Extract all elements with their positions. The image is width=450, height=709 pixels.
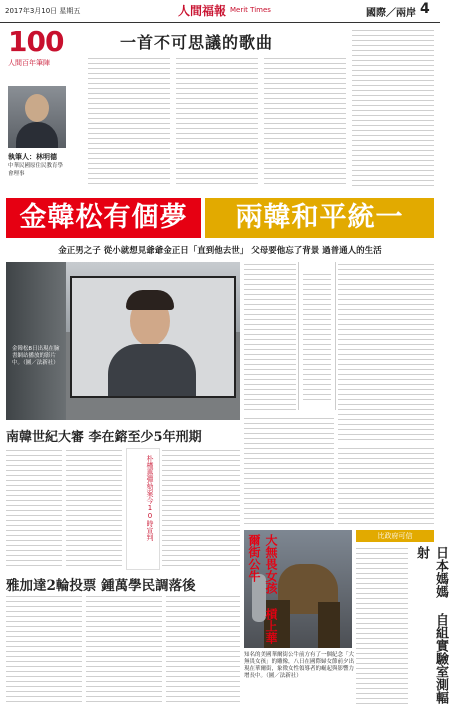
screen (70, 276, 236, 398)
column-body-3 (264, 56, 346, 188)
story3-body-1 (6, 594, 82, 704)
story4-headline: 日本媽媽 自組實驗室測輻射 (414, 546, 448, 704)
column-badge (8, 26, 86, 78)
author-name: 執筆人：林明德 (8, 153, 57, 161)
story1-body-3 (244, 416, 334, 526)
masthead (0, 0, 440, 23)
photo-caption: 金韓松8日出現在臉書網站播放的影片中。（圖／法新社） (12, 346, 60, 366)
story3-body-2 (86, 594, 162, 704)
column-body-4 (352, 28, 434, 188)
story3-body-3 (166, 594, 240, 704)
story1-body-2 (338, 262, 434, 442)
story5-headline: 大無畏女孩 槓上華爾街公牛 (247, 534, 278, 644)
author-role: 中華民國原住民教育學會理事 (8, 163, 64, 177)
story1-body-4 (338, 446, 434, 526)
story3-headline: 雅加達2輪投票 鍾萬學民調落後 (6, 578, 196, 594)
badge-number: 100 (8, 25, 64, 58)
story4-tag: 比政府可信 (356, 530, 434, 542)
story4-body (356, 546, 408, 704)
logo-cn: 人間福報 (178, 4, 227, 18)
story2-body-1 (6, 448, 62, 568)
story1-body-1 (244, 262, 296, 410)
story2-body-2 (66, 448, 122, 568)
page-number: 4 (420, 1, 430, 17)
story1-sidebar (298, 262, 336, 410)
author-photo (8, 86, 66, 148)
story2-body-3 (162, 448, 240, 568)
story2-headline: 南韓世紀大審 李在鎔至少5年刑期 (6, 430, 202, 445)
section-label: 國際／兩岸 (366, 8, 416, 19)
banner-right (205, 198, 434, 238)
banner-left (6, 198, 201, 238)
column-body-1 (88, 56, 170, 188)
story4-side-caption: 知名的美國華爾街公牛前方有了一個紀念「大無畏女孩」的雕像，八日在國際婦女節前夕出現在華爾街，象徵女性領導者的崛起與影響力增長中。（圖／法新社） (244, 652, 355, 679)
column-body-2 (176, 56, 258, 188)
banner-right-text: 兩韓和平統一 (235, 202, 404, 233)
story2-sidebar-title: 朴槿惠彈劾案今10時宣判 (146, 455, 154, 541)
story2-sidebar (126, 448, 160, 570)
story2-title (6, 426, 240, 445)
banner-subhead: 金正男之子 從小就想見爺爺金正日「直到他去世」 父母要他忘了背景 過普通人的生活 (58, 246, 382, 256)
badge-subtitle: 人間百年筆陣 (8, 59, 50, 67)
masthead-date: 2017年3月10日 星期五 (5, 7, 81, 15)
logo-en: Merit Times (230, 6, 271, 14)
column-title: 一首不可思議的歌曲 (120, 33, 274, 52)
main-photo (6, 262, 240, 420)
banner-left-text: 金韓松有個夢 (19, 202, 188, 233)
